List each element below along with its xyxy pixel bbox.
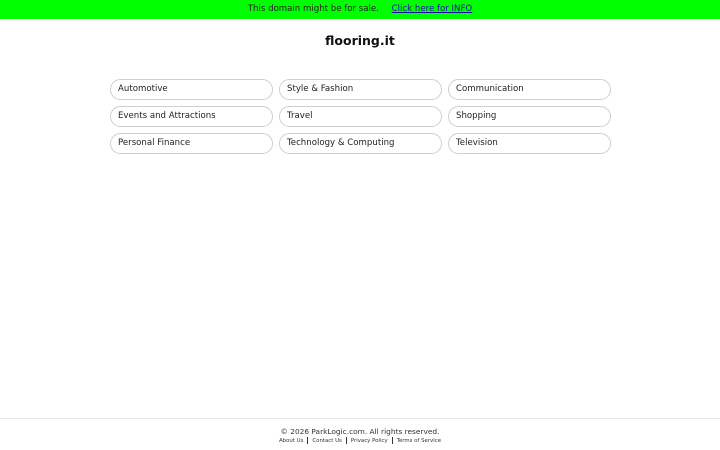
contact-us-link[interactable]: Contact Us — [312, 438, 342, 444]
copyright-text: © 2026 ParkLogic.com. All rights reserved. — [280, 427, 440, 436]
category-shopping[interactable]: Shopping — [448, 106, 611, 127]
for-sale-banner — [0, 0, 720, 19]
category-communication[interactable]: Communication — [448, 79, 611, 100]
category-automotive[interactable]: Automotive — [110, 79, 273, 100]
footer — [0, 418, 720, 450]
category-travel[interactable]: Travel — [279, 106, 442, 127]
about-us-link[interactable]: About Us — [278, 438, 304, 444]
category-grid — [110, 79, 610, 154]
sale-notice: This domain might be for sale. — [247, 4, 379, 14]
privacy-policy-link[interactable]: Privacy Policy — [350, 438, 388, 444]
footer-links — [0, 437, 720, 445]
domain-title: flooring.it — [325, 33, 395, 48]
terms-of-service-link[interactable]: Terms of Service — [396, 438, 442, 444]
category-style-fashion[interactable]: Style & Fashion — [279, 79, 442, 100]
category-technology-computing[interactable]: Technology & Computing — [279, 133, 442, 154]
category-television[interactable]: Television — [448, 133, 611, 154]
category-events-attractions[interactable]: Events and Attractions — [110, 106, 273, 127]
info-link[interactable]: Click here for INFO — [391, 4, 473, 14]
category-personal-finance[interactable]: Personal Finance — [110, 133, 273, 154]
